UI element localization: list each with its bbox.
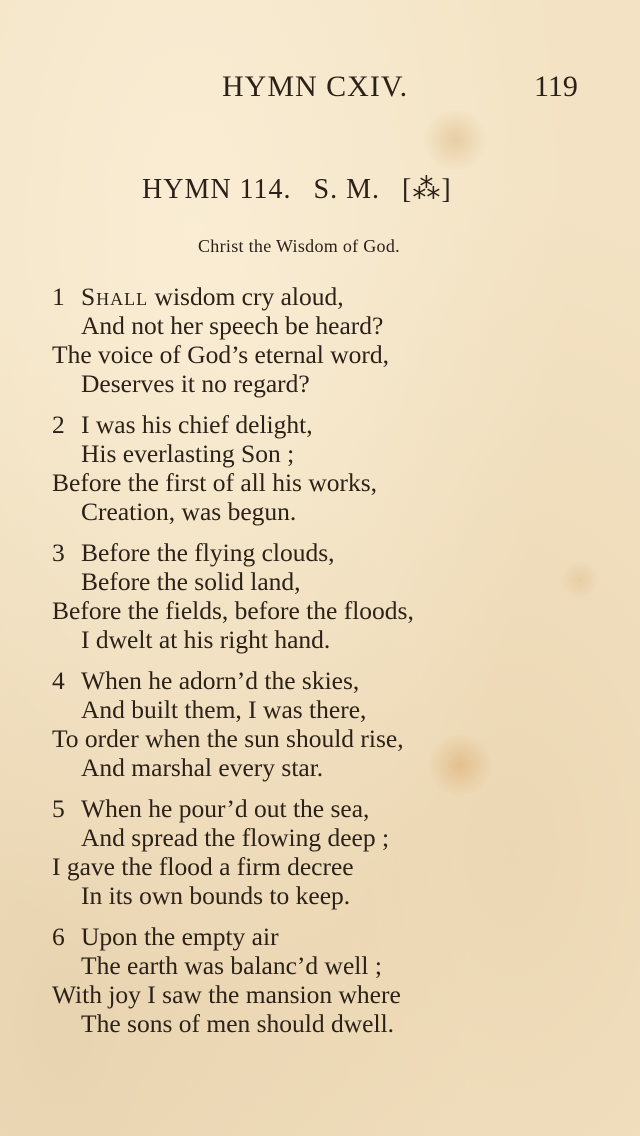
hymn-heading <box>142 172 466 206</box>
verse-line: His everlasting Son ; <box>81 439 295 468</box>
verse-line: The voice of God’s eternal word, <box>52 340 390 369</box>
hymn-subtitle: Christ the Wisdom of God. <box>198 236 400 256</box>
verses <box>52 282 472 1050</box>
verse-line-text: Upon the empty air <box>81 922 279 951</box>
verse-line: I gave the flood a firm decree <box>52 852 354 881</box>
verse-line-text: wisdom cry aloud, <box>148 282 344 311</box>
verse-line: The earth was balanc’d well ; <box>81 951 382 980</box>
verse-number: 5 <box>52 794 65 823</box>
verse-line: The sons of men should dwell. <box>81 1009 395 1038</box>
verse-line: And spread the flowing deep ; <box>81 823 390 852</box>
verse-line: In its own bounds to keep. <box>81 881 351 910</box>
hymn-mark: [⁂] <box>402 174 452 205</box>
foxing-spot <box>560 560 600 600</box>
verse-6 <box>52 922 472 1038</box>
verse-line: And not her speech be heard? <box>81 311 384 340</box>
verse-number: 2 <box>52 410 65 439</box>
hymn-number: HYMN 114. <box>142 174 292 205</box>
verse-line-text: Before the flying clouds, <box>81 538 335 567</box>
verse-line: Deserves it no regard? <box>81 369 310 398</box>
verse-4 <box>52 666 472 782</box>
verse-2 <box>52 410 472 526</box>
verse-line: With joy I saw the mansion where <box>52 980 401 1009</box>
verse-number: 4 <box>52 666 65 695</box>
verse-line <box>52 922 472 951</box>
verse-line: I dwelt at his right hand. <box>81 625 331 654</box>
verse-line <box>52 538 472 567</box>
verse-line-text: I was his chief delight, <box>81 410 313 439</box>
hymn-meter: S. M. <box>313 174 380 205</box>
verse-line: Creation, was begun. <box>81 497 297 526</box>
verse-first-word: Shall <box>81 282 149 311</box>
verse-number: 3 <box>52 538 65 567</box>
verse-line: Before the solid land, <box>81 567 301 596</box>
verse-1 <box>52 282 472 398</box>
verse-3 <box>52 538 472 654</box>
verse-line-text: When he adorn’d the skies, <box>81 666 360 695</box>
running-head <box>0 70 640 110</box>
verse-line: Before the fields, before the floods, <box>52 596 414 625</box>
verse-line: To order when the sun should rise, <box>52 724 404 753</box>
verse-line-text: When he pour’d out the sea, <box>81 794 370 823</box>
page-number: 119 <box>534 70 578 103</box>
verse-line <box>52 282 472 311</box>
verse-number: 6 <box>52 922 65 951</box>
verse-5 <box>52 794 472 910</box>
running-title: HYMN CXIV. <box>222 70 409 103</box>
verse-line <box>52 666 472 695</box>
foxing-spot <box>420 110 490 170</box>
verse-line: And marshal every star. <box>81 753 324 782</box>
verse-line: And built them, I was there, <box>81 695 367 724</box>
verse-line <box>52 794 472 823</box>
verse-line: Before the first of all his works, <box>52 468 378 497</box>
verse-number: 1 <box>52 282 65 311</box>
verse-line <box>52 410 472 439</box>
